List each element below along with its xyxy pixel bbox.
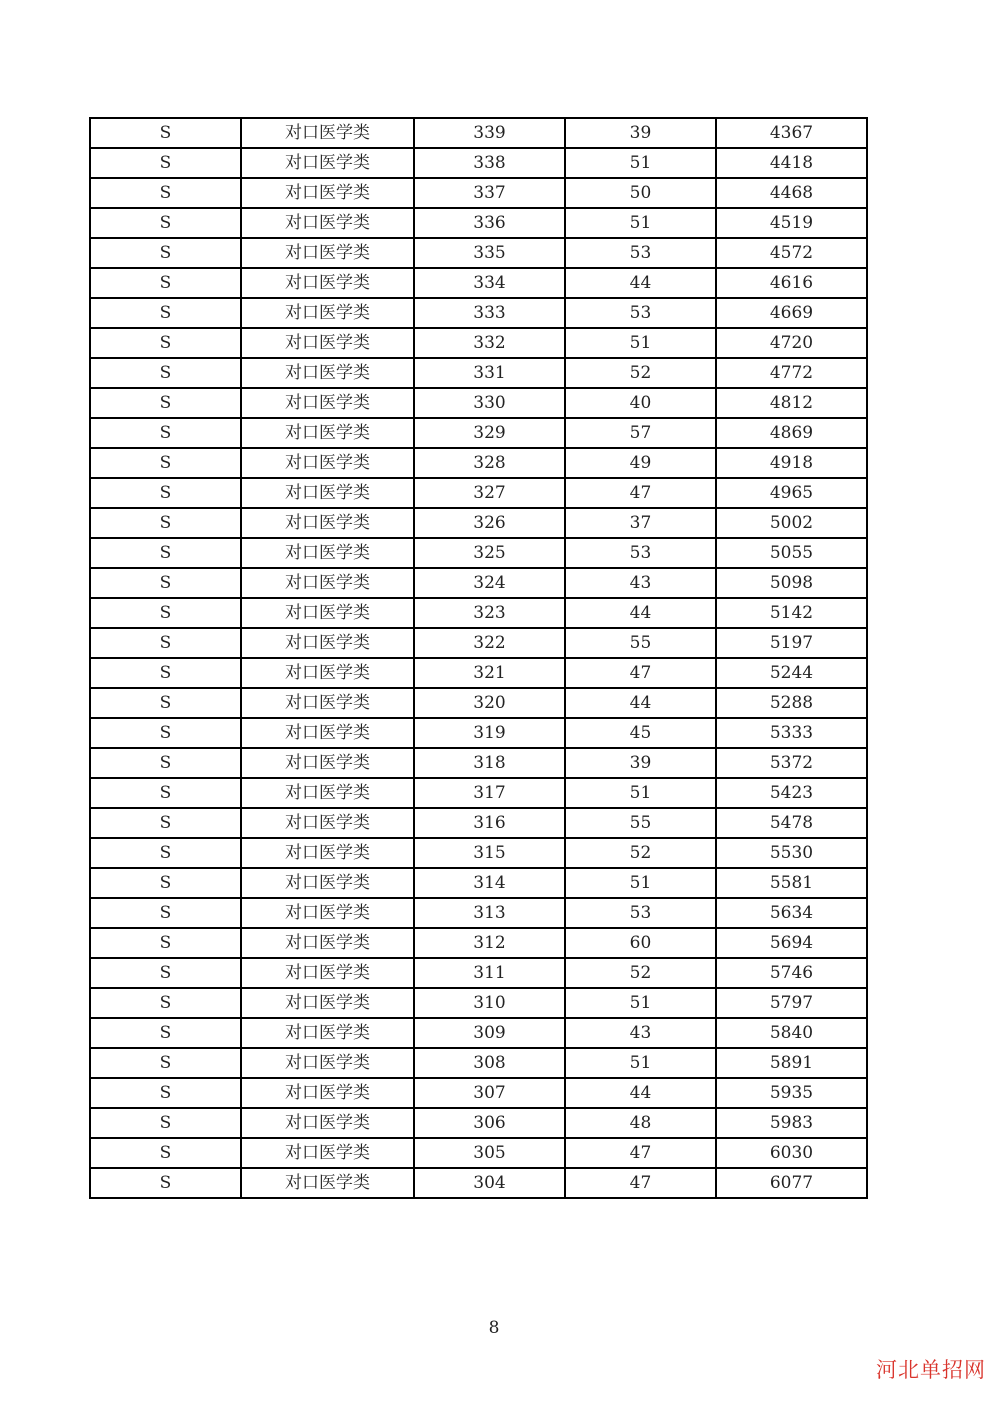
table-row [90, 598, 867, 628]
category-code-cell: S [90, 688, 241, 718]
cumulative-cell: 5935 [716, 1078, 867, 1108]
category-code-cell: S [90, 208, 241, 238]
cumulative-cell: 5840 [716, 1018, 867, 1048]
subject-cell: 对口医学类 [241, 178, 414, 208]
cumulative-cell: 5142 [716, 598, 867, 628]
count-cell: 51 [565, 868, 716, 898]
score-cell: 318 [414, 748, 565, 778]
count-cell: 47 [565, 658, 716, 688]
score-cell: 333 [414, 298, 565, 328]
cumulative-cell: 5891 [716, 1048, 867, 1078]
cumulative-cell: 5333 [716, 718, 867, 748]
cumulative-cell: 4669 [716, 298, 867, 328]
count-cell: 51 [565, 988, 716, 1018]
score-cell: 339 [414, 118, 565, 148]
cumulative-cell: 4418 [716, 148, 867, 178]
count-cell: 45 [565, 718, 716, 748]
category-code-cell: S [90, 178, 241, 208]
table-row [90, 538, 867, 568]
table-row [90, 1168, 867, 1198]
category-code-cell: S [90, 598, 241, 628]
cumulative-cell: 4720 [716, 328, 867, 358]
count-cell: 47 [565, 478, 716, 508]
table-row [90, 1108, 867, 1138]
table-row [90, 178, 867, 208]
subject-cell: 对口医学类 [241, 358, 414, 388]
subject-cell: 对口医学类 [241, 1078, 414, 1108]
cumulative-cell: 5746 [716, 958, 867, 988]
count-cell: 47 [565, 1168, 716, 1198]
site-watermark: 河北单招网 [876, 1358, 986, 1382]
category-code-cell: S [90, 658, 241, 688]
table-row [90, 718, 867, 748]
table-row [90, 988, 867, 1018]
category-code-cell: S [90, 958, 241, 988]
table-row [90, 898, 867, 928]
table-row [90, 418, 867, 448]
category-code-cell: S [90, 988, 241, 1018]
subject-cell: 对口医学类 [241, 928, 414, 958]
cumulative-cell: 5581 [716, 868, 867, 898]
score-cell: 322 [414, 628, 565, 658]
category-code-cell: S [90, 388, 241, 418]
category-code-cell: S [90, 1138, 241, 1168]
category-code-cell: S [90, 838, 241, 868]
count-cell: 55 [565, 628, 716, 658]
subject-cell: 对口医学类 [241, 478, 414, 508]
score-cell: 308 [414, 1048, 565, 1078]
subject-cell: 对口医学类 [241, 898, 414, 928]
table-row [90, 268, 867, 298]
cumulative-cell: 4572 [716, 238, 867, 268]
subject-cell: 对口医学类 [241, 538, 414, 568]
cumulative-cell: 5478 [716, 808, 867, 838]
table-row [90, 1078, 867, 1108]
cumulative-cell: 5797 [716, 988, 867, 1018]
table-row [90, 118, 867, 148]
cumulative-cell: 4965 [716, 478, 867, 508]
count-cell: 52 [565, 358, 716, 388]
table-row [90, 658, 867, 688]
cumulative-cell: 4519 [716, 208, 867, 238]
page-number: 8 [488, 1318, 500, 1338]
table-row [90, 448, 867, 478]
count-cell: 60 [565, 928, 716, 958]
score-cell: 320 [414, 688, 565, 718]
category-code-cell: S [90, 1108, 241, 1138]
count-cell: 53 [565, 538, 716, 568]
table-row [90, 958, 867, 988]
cumulative-cell: 5530 [716, 838, 867, 868]
table-row [90, 838, 867, 868]
score-cell: 304 [414, 1168, 565, 1198]
category-code-cell: S [90, 508, 241, 538]
score-cell: 305 [414, 1138, 565, 1168]
score-cell: 319 [414, 718, 565, 748]
subject-cell: 对口医学类 [241, 958, 414, 988]
count-cell: 39 [565, 118, 716, 148]
category-code-cell: S [90, 628, 241, 658]
cumulative-cell: 5634 [716, 898, 867, 928]
count-cell: 53 [565, 298, 716, 328]
category-code-cell: S [90, 358, 241, 388]
table-row [90, 808, 867, 838]
score-cell: 338 [414, 148, 565, 178]
count-cell: 44 [565, 688, 716, 718]
cumulative-cell: 4468 [716, 178, 867, 208]
subject-cell: 对口医学类 [241, 1048, 414, 1078]
subject-cell: 对口医学类 [241, 748, 414, 778]
cumulative-cell: 6077 [716, 1168, 867, 1198]
table-row [90, 688, 867, 718]
subject-cell: 对口医学类 [241, 868, 414, 898]
table-row [90, 1018, 867, 1048]
score-cell: 332 [414, 328, 565, 358]
score-cell: 315 [414, 838, 565, 868]
score-cell: 328 [414, 448, 565, 478]
cumulative-cell: 4367 [716, 118, 867, 148]
score-cell: 335 [414, 238, 565, 268]
category-code-cell: S [90, 1078, 241, 1108]
category-code-cell: S [90, 1018, 241, 1048]
count-cell: 44 [565, 598, 716, 628]
score-cell: 327 [414, 478, 565, 508]
cumulative-cell: 5983 [716, 1108, 867, 1138]
table-row [90, 238, 867, 268]
subject-cell: 对口医学类 [241, 448, 414, 478]
count-cell: 51 [565, 148, 716, 178]
subject-cell: 对口医学类 [241, 118, 414, 148]
category-code-cell: S [90, 238, 241, 268]
category-code-cell: S [90, 898, 241, 928]
category-code-cell: S [90, 148, 241, 178]
cumulative-cell: 4616 [716, 268, 867, 298]
count-cell: 53 [565, 898, 716, 928]
subject-cell: 对口医学类 [241, 988, 414, 1018]
table-row [90, 1048, 867, 1078]
table-row [90, 568, 867, 598]
cumulative-cell: 5002 [716, 508, 867, 538]
subject-cell: 对口医学类 [241, 508, 414, 538]
cumulative-cell: 5197 [716, 628, 867, 658]
count-cell: 39 [565, 748, 716, 778]
count-cell: 50 [565, 178, 716, 208]
score-table [89, 117, 868, 1199]
score-cell: 323 [414, 598, 565, 628]
count-cell: 44 [565, 1078, 716, 1108]
subject-cell: 对口医学类 [241, 328, 414, 358]
table-row [90, 298, 867, 328]
subject-cell: 对口医学类 [241, 148, 414, 178]
category-code-cell: S [90, 928, 241, 958]
subject-cell: 对口医学类 [241, 238, 414, 268]
count-cell: 51 [565, 208, 716, 238]
subject-cell: 对口医学类 [241, 208, 414, 238]
score-cell: 330 [414, 388, 565, 418]
count-cell: 51 [565, 328, 716, 358]
count-cell: 51 [565, 778, 716, 808]
score-cell: 313 [414, 898, 565, 928]
count-cell: 44 [565, 268, 716, 298]
count-cell: 57 [565, 418, 716, 448]
score-cell: 329 [414, 418, 565, 448]
table-row [90, 358, 867, 388]
category-code-cell: S [90, 268, 241, 298]
score-cell: 306 [414, 1108, 565, 1138]
category-code-cell: S [90, 328, 241, 358]
cumulative-cell: 4772 [716, 358, 867, 388]
cumulative-cell: 4812 [716, 388, 867, 418]
category-code-cell: S [90, 418, 241, 448]
table-row [90, 868, 867, 898]
score-cell: 336 [414, 208, 565, 238]
category-code-cell: S [90, 808, 241, 838]
table-row [90, 508, 867, 538]
cumulative-cell: 6030 [716, 1138, 867, 1168]
count-cell: 51 [565, 1048, 716, 1078]
table-row [90, 1138, 867, 1168]
category-code-cell: S [90, 718, 241, 748]
count-cell: 43 [565, 568, 716, 598]
table-row [90, 208, 867, 238]
count-cell: 52 [565, 958, 716, 988]
category-code-cell: S [90, 448, 241, 478]
count-cell: 43 [565, 1018, 716, 1048]
cumulative-cell: 5288 [716, 688, 867, 718]
score-table-body [90, 118, 867, 1198]
table-row [90, 748, 867, 778]
subject-cell: 对口医学类 [241, 658, 414, 688]
category-code-cell: S [90, 1048, 241, 1078]
count-cell: 47 [565, 1138, 716, 1168]
table-row [90, 388, 867, 418]
table-row [90, 778, 867, 808]
score-cell: 309 [414, 1018, 565, 1048]
table-row [90, 148, 867, 178]
cumulative-cell: 5372 [716, 748, 867, 778]
category-code-cell: S [90, 478, 241, 508]
subject-cell: 对口医学类 [241, 1138, 414, 1168]
subject-cell: 对口医学类 [241, 778, 414, 808]
subject-cell: 对口医学类 [241, 598, 414, 628]
subject-cell: 对口医学类 [241, 1168, 414, 1198]
score-cell: 316 [414, 808, 565, 838]
subject-cell: 对口医学类 [241, 628, 414, 658]
category-code-cell: S [90, 538, 241, 568]
subject-cell: 对口医学类 [241, 268, 414, 298]
count-cell: 49 [565, 448, 716, 478]
subject-cell: 对口医学类 [241, 568, 414, 598]
subject-cell: 对口医学类 [241, 688, 414, 718]
cumulative-cell: 5244 [716, 658, 867, 688]
score-cell: 324 [414, 568, 565, 598]
count-cell: 48 [565, 1108, 716, 1138]
count-cell: 53 [565, 238, 716, 268]
table-row [90, 328, 867, 358]
score-cell: 317 [414, 778, 565, 808]
cumulative-cell: 5098 [716, 568, 867, 598]
score-cell: 331 [414, 358, 565, 388]
score-cell: 310 [414, 988, 565, 1018]
cumulative-cell: 5423 [716, 778, 867, 808]
score-cell: 334 [414, 268, 565, 298]
score-cell: 311 [414, 958, 565, 988]
subject-cell: 对口医学类 [241, 1018, 414, 1048]
subject-cell: 对口医学类 [241, 388, 414, 418]
count-cell: 37 [565, 508, 716, 538]
subject-cell: 对口医学类 [241, 418, 414, 448]
category-code-cell: S [90, 1168, 241, 1198]
category-code-cell: S [90, 778, 241, 808]
cumulative-cell: 5055 [716, 538, 867, 568]
score-cell: 312 [414, 928, 565, 958]
score-cell: 314 [414, 868, 565, 898]
score-cell: 325 [414, 538, 565, 568]
count-cell: 40 [565, 388, 716, 418]
cumulative-cell: 4869 [716, 418, 867, 448]
score-cell: 326 [414, 508, 565, 538]
subject-cell: 对口医学类 [241, 838, 414, 868]
count-cell: 55 [565, 808, 716, 838]
category-code-cell: S [90, 568, 241, 598]
category-code-cell: S [90, 298, 241, 328]
subject-cell: 对口医学类 [241, 718, 414, 748]
cumulative-cell: 5694 [716, 928, 867, 958]
subject-cell: 对口医学类 [241, 1108, 414, 1138]
table-row [90, 478, 867, 508]
count-cell: 52 [565, 838, 716, 868]
score-cell: 321 [414, 658, 565, 688]
subject-cell: 对口医学类 [241, 298, 414, 328]
category-code-cell: S [90, 868, 241, 898]
score-cell: 337 [414, 178, 565, 208]
table-row [90, 928, 867, 958]
category-code-cell: S [90, 118, 241, 148]
cumulative-cell: 4918 [716, 448, 867, 478]
table-row [90, 628, 867, 658]
subject-cell: 对口医学类 [241, 808, 414, 838]
category-code-cell: S [90, 748, 241, 778]
score-cell: 307 [414, 1078, 565, 1108]
